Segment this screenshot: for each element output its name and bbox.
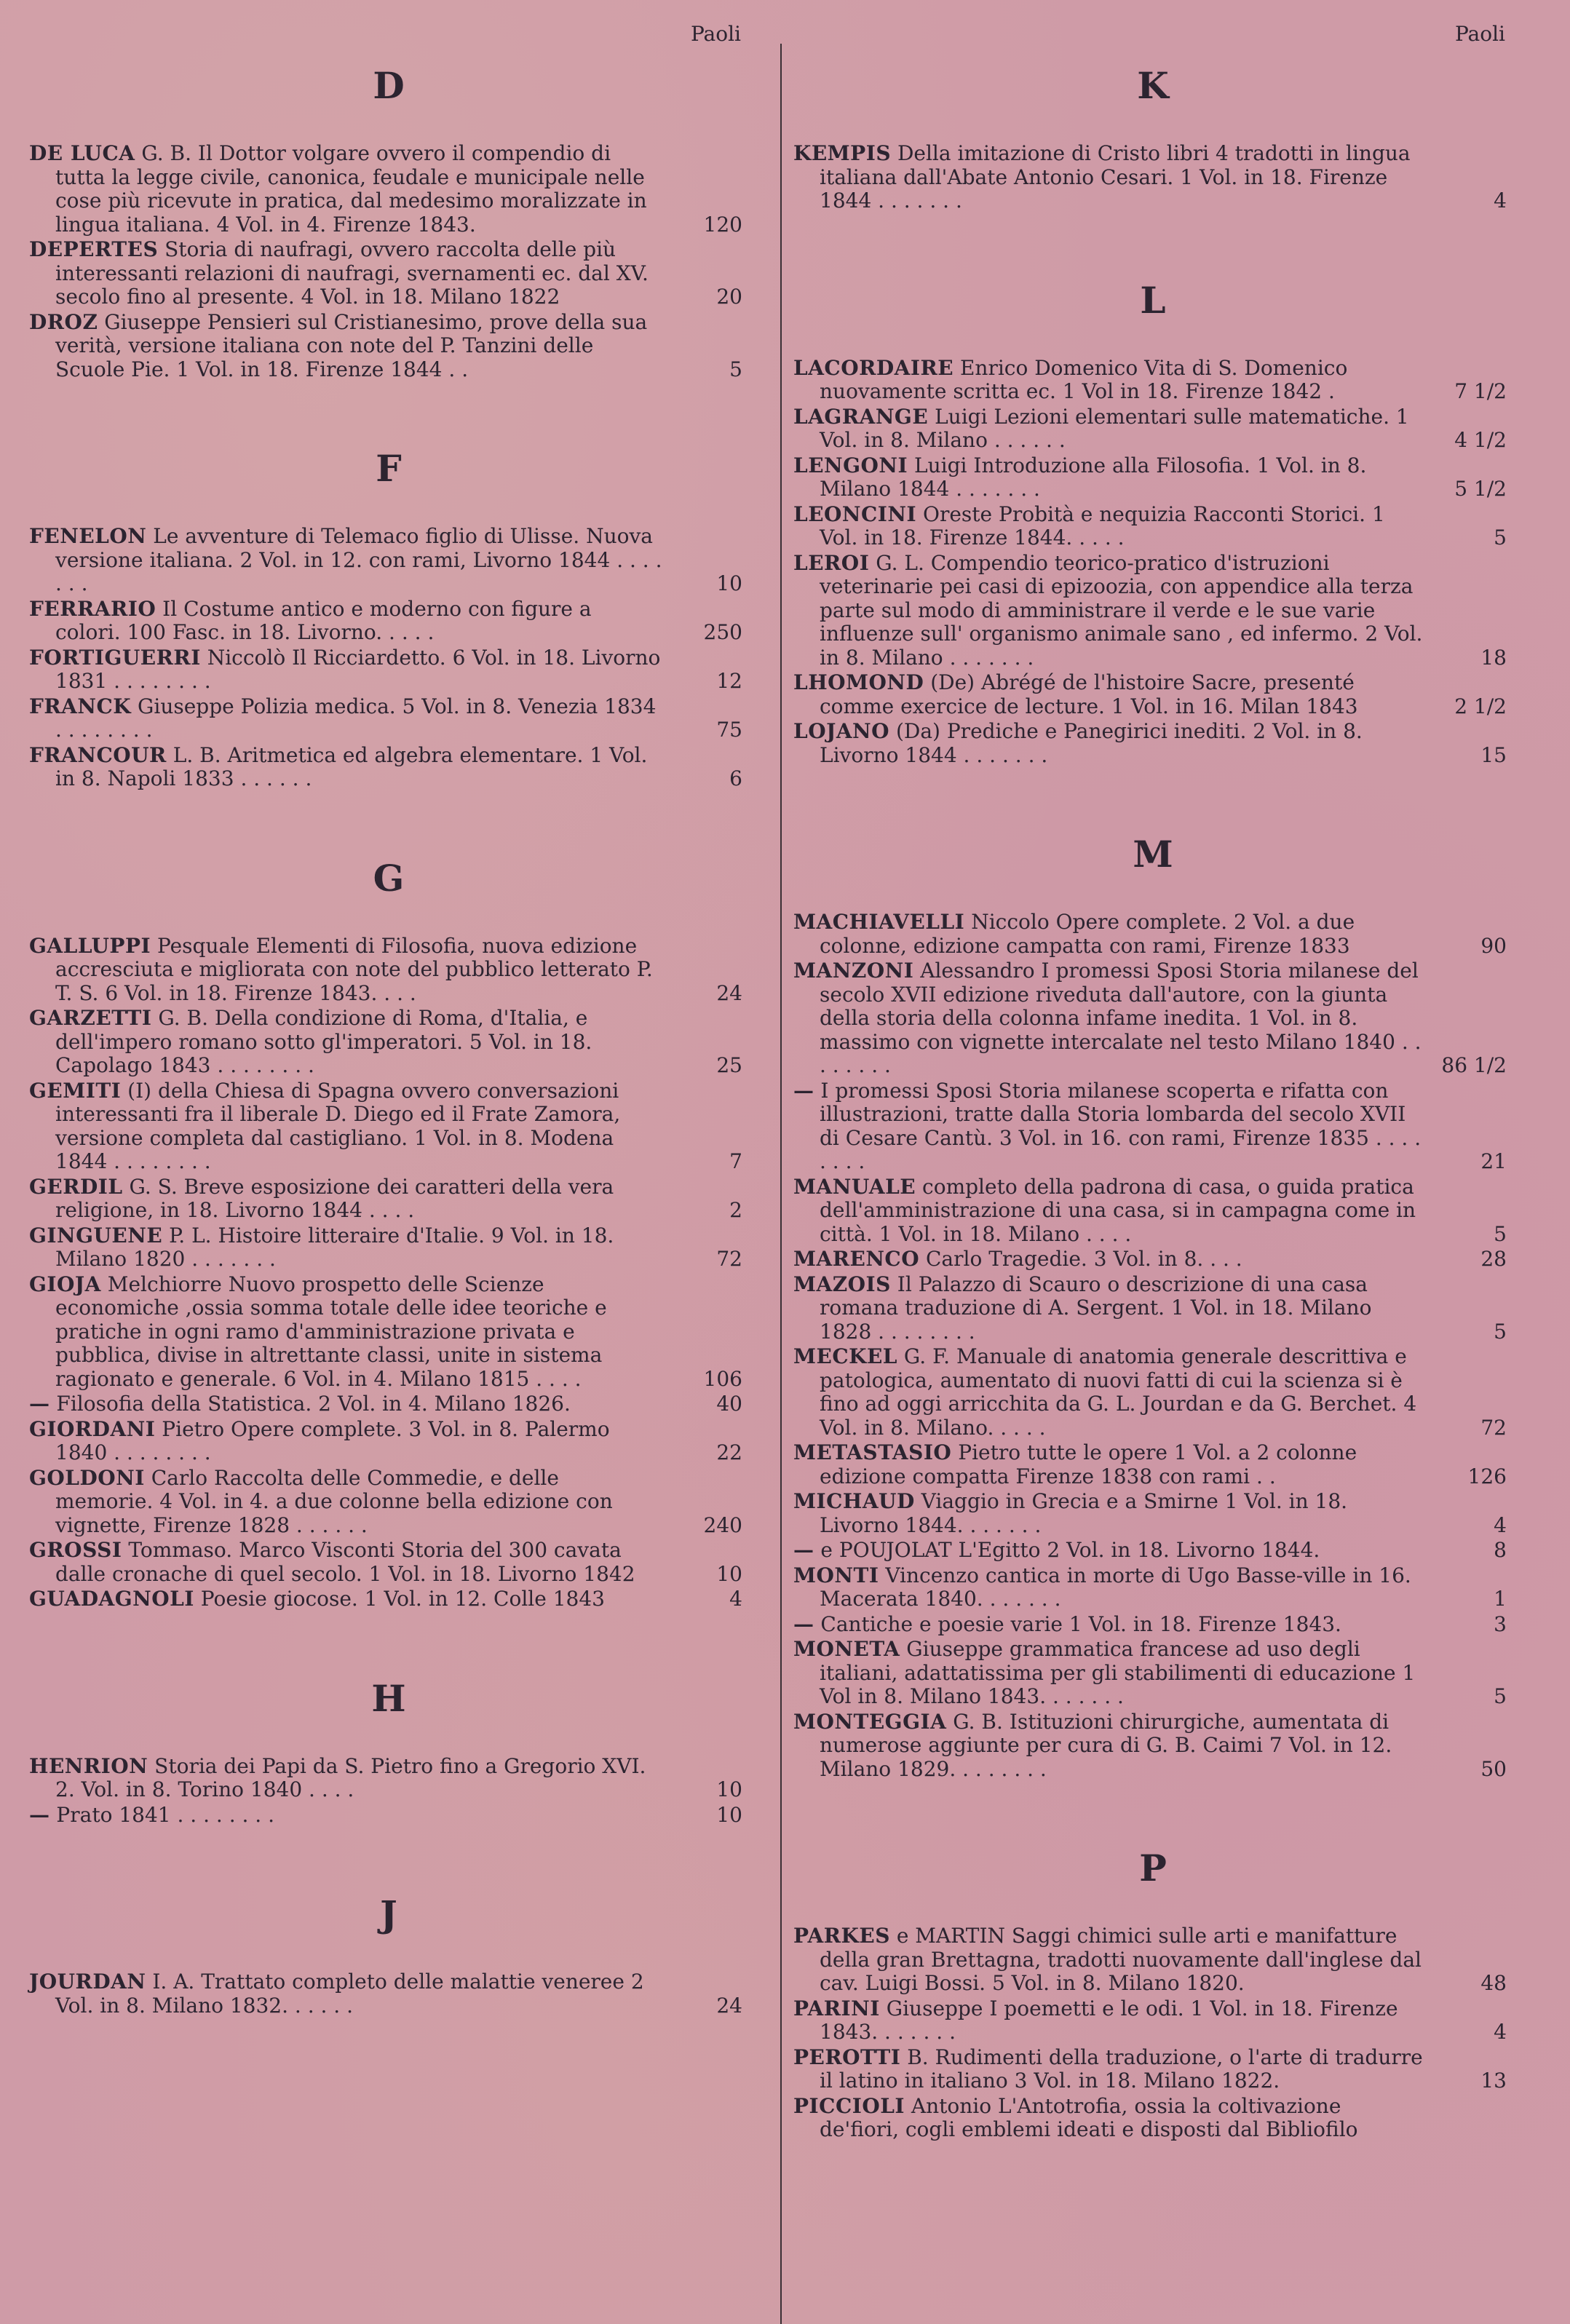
- entry-description: Tommaso. Marco Visconti Storia del 300 cavata dalle cronache di quel secolo. 1 Vol. in 18. Livorno 1842: [55, 1538, 635, 1586]
- entry-description: P. L. Histoire litteraire d'Italie. 9 Vol. in 18. Milano 1820 . . . . . . .: [55, 1223, 614, 1271]
- catalog-entry: [793, 720, 1514, 767]
- entry-price: 86 1/2: [1441, 1053, 1507, 1077]
- entry-price: 48: [1480, 1971, 1507, 1995]
- catalog-entry: [29, 525, 750, 596]
- catalog-entry: [29, 142, 750, 237]
- entry-description: (Da) Prediche e Panegirici inediti. 2 Vol. in 8. Livorno 1844 . . . . . . .: [820, 719, 1363, 767]
- catalog-entry: [793, 1345, 1514, 1440]
- catalog-entry: [793, 357, 1514, 404]
- entry-description: (De) Abrégé de l'histoire Sacre, presenté comme exercice de lecture. 1 Vol. in 16. Milan 1843: [820, 670, 1358, 718]
- entry-author: MECKEL: [793, 1344, 897, 1368]
- entry-description: Giuseppe Pensieri sul Cristianesimo, prove della sua verità, versione italiana con note del P. Tanzini delle Scuole Pie. 1 Vol. in 18. Firenze 1844 . .: [55, 309, 648, 381]
- entry-description: Niccolo Opere complete. 2 Vol. a due colonne, edizione campatta con rami, Firenze 1833: [820, 910, 1355, 958]
- entry-price: 4 1/2: [1454, 428, 1507, 452]
- entry-price: 15: [1480, 742, 1507, 767]
- catalog-entry: [29, 1467, 750, 1538]
- entry-price: 106: [703, 1366, 742, 1391]
- entry-author: MANZONI: [793, 959, 914, 983]
- entry-price: 12: [716, 669, 742, 693]
- catalog-entry: [793, 1175, 1514, 1247]
- entry-description: Giuseppe I poemetti e le odi. 1 Vol. in 18. Firenze 1843. . . . . . .: [820, 1996, 1398, 2044]
- entry-author: DEPERTES: [29, 237, 159, 261]
- entry-description: Viaggio in Grecia e a Smirne 1 Vol. in 18. Livorno 1844. . . . . . .: [820, 1489, 1348, 1537]
- catalog-entry: [29, 1079, 750, 1174]
- entry-author: LACORDAIRE: [793, 355, 954, 380]
- entry-price: 6: [729, 766, 742, 790]
- catalog-entry: [793, 1441, 1514, 1488]
- section-letter: D: [373, 64, 406, 107]
- catalog-entry: [29, 1392, 750, 1416]
- entry-description: Melchiorre Nuovo prospetto delle Scienze economiche ,ossia somma totale delle idee teoriche e pratiche in ogni ramo d'amministrazione privata e pubblica, divise in altrettante classi, unite in sistema ragionato e generale. 6 Vol. in 4. Milano 1815 . . . .: [55, 1272, 607, 1391]
- catalog-entry: [793, 2046, 1514, 2093]
- entry-price: 7: [729, 1149, 742, 1173]
- entry-author: FRANCOUR: [29, 742, 167, 767]
- entry-author: GUADAGNOLI: [29, 1587, 194, 1611]
- entry-description: G. F. Manuale di anatomia generale descrittiva e patologica, aumentato di nuovi fatti di cui la scienza si è fino ad oggi arricchita da G. L. Jourdan e da G. Berchet. 4 Vol. in 8. Milano. . . . .: [820, 1344, 1417, 1440]
- catalog-entry: [29, 598, 750, 645]
- entry-author: MANUALE: [793, 1174, 916, 1199]
- entry-price: 5 1/2: [1454, 477, 1507, 501]
- entry-price: 10: [716, 1802, 742, 1827]
- entry-price: 3: [1494, 1611, 1507, 1636]
- entry-price: 24: [716, 980, 742, 1005]
- section-letter: K: [1137, 64, 1170, 107]
- catalog-entry: [793, 1997, 1514, 2045]
- entry-author: MONETA: [793, 1637, 900, 1661]
- catalog-entry: [793, 1613, 1514, 1637]
- entry-author: MICHAUD: [793, 1489, 915, 1513]
- entry-description: Enrico Domenico Vita di S. Domenico nuovamente scritta ec. 1 Vol in 18. Firenze 1842 .: [820, 355, 1348, 403]
- catalog-entry: [29, 695, 750, 742]
- catalog-entry: [793, 454, 1514, 501]
- entry-price: 5: [1494, 1319, 1507, 1344]
- entry-description: Giuseppe grammatica francese ad uso degli italiani, adattatissima per gli stabilimenti di educazione 1 Vol in 8. Milano 1843. . . . . . .: [820, 1637, 1416, 1708]
- entry-description: Prato 1841 . . . . . . . .: [49, 1802, 274, 1827]
- entry-author: LOJANO: [793, 719, 890, 743]
- entry-price: 13: [1480, 2069, 1507, 2093]
- entry-price: 4: [1494, 2020, 1507, 2044]
- entry-author: HENRION: [29, 1753, 148, 1778]
- section-k: [793, 64, 1514, 213]
- entry-author: DROZ: [29, 309, 98, 334]
- entry-price: 10: [716, 1777, 742, 1801]
- entry-description: Della imitazione di Cristo libri 4 tradotti in lingua italiana dall'Abate Antonio Cesari. 1 Vol. in 18. Firenze 1844 . . . . . . .: [820, 141, 1411, 213]
- entry-author: MONTEGGIA: [793, 1709, 947, 1734]
- catalog-entry: [29, 1175, 750, 1223]
- entry-price: 250: [703, 620, 742, 644]
- catalog-entry: [793, 503, 1514, 550]
- entry-description: Pietro tutte le opere 1 Vol. a 2 colonne edizione compatta Firenze 1838 con rami . .: [820, 1440, 1357, 1488]
- entry-price: 4: [1494, 1512, 1507, 1537]
- entry-author: PARINI: [793, 1996, 880, 2020]
- entry-author: LEROI: [793, 550, 870, 575]
- entry-author: GOLDONI: [29, 1465, 145, 1490]
- entry-author: —: [793, 1078, 814, 1103]
- section-p: [793, 1847, 1514, 2142]
- entry-author: MONTI: [793, 1563, 879, 1587]
- entry-author: JOURDAN: [29, 1970, 146, 1994]
- entry-author: PEROTTI: [793, 2045, 901, 2069]
- entry-description: Il Palazzo di Scauro o descrizione di una casa romana traduzione di A. Sergent. 1 Vol. in 18. Milano 1828 . . . . . . . .: [820, 1272, 1372, 1344]
- section-m: [793, 833, 1514, 1781]
- entry-description: e POUJOLAT L'Egitto 2 Vol. in 18. Livorno 1844.: [814, 1538, 1320, 1562]
- entry-author: MARENCO: [793, 1247, 920, 1271]
- entry-price: 18: [1480, 645, 1507, 670]
- entry-author: FENELON: [29, 524, 147, 548]
- entry-price: 90: [1480, 933, 1507, 958]
- entry-description: Poesie giocose. 1 Vol. in 12. Colle 1843: [194, 1587, 605, 1611]
- catalog-entry: [793, 1539, 1514, 1563]
- section-j: [29, 1892, 750, 2018]
- entry-price: 5: [1494, 526, 1507, 550]
- entry-price: 20: [716, 285, 742, 309]
- entry-description: G. L. Compendio teorico-pratico d'istruzioni veterinarie pei casi di epizoozia, con appendice alla terza parte sul modo di amministrare il verde e le sue varie influenze sull' organismo animale sano , ed infermo. 2 Vol. in 8. Milano . . . . . . .: [820, 550, 1423, 670]
- entry-author: FERRARIO: [29, 596, 156, 621]
- catalog-entry: [793, 1248, 1514, 1272]
- section-letter: L: [1140, 278, 1167, 322]
- entry-description: Carlo Raccolta delle Commedie, e delle memorie. 4 Vol. in 4. a due colonne bella edizione con vignette, Firenze 1828 . . . . . .: [55, 1465, 613, 1537]
- price-unit-label: Paoli: [1454, 22, 1505, 46]
- catalog-entry: [29, 311, 750, 382]
- entry-author: PARKES: [793, 1924, 890, 1948]
- catalog-entry: [793, 959, 1514, 1078]
- entry-author: LHOMOND: [793, 670, 924, 694]
- catalog-entry: [793, 1273, 1514, 1344]
- entry-description: G. B. Della condizione di Roma, d'Italia, e dell'impero romano sotto gl'imperatori. 5 Vol. in 18. Capolago 1843 . . . . . . . .: [55, 1006, 592, 1077]
- catalog-entry: [29, 238, 750, 309]
- entry-author: FORTIGUERRI: [29, 645, 201, 670]
- entry-author: FRANCK: [29, 694, 132, 718]
- entry-description: Filosofia della Statistica. 2 Vol. in 4. Milano 1826.: [49, 1392, 571, 1416]
- entry-price: 4: [1494, 189, 1507, 213]
- entry-description: B. Rudimenti della traduzione, o l'arte di tradurre il latino in italiano 3 Vol. in 18. Milano 1822.: [820, 2045, 1423, 2093]
- entry-price: 8: [1494, 1538, 1507, 1562]
- entry-author: —: [793, 1538, 814, 1562]
- catalog-entry: [793, 1564, 1514, 1611]
- entry-price: 126: [1467, 1464, 1507, 1488]
- catalog-entry: [29, 1418, 750, 1465]
- catalog-entry: [793, 1710, 1514, 1782]
- section-h: [29, 1677, 750, 1828]
- catalog-entry: [29, 1273, 750, 1392]
- entry-description: Storia di naufragi, ovvero raccolta delle più interessanti relazioni di naufragi, svernamenti ec. dal XV. secolo fino al presente. 4 Vol. in 18. Milano 1822: [55, 237, 649, 309]
- section-letter: F: [376, 447, 403, 490]
- entry-description: e MARTIN Saggi chimici sulle arti e manifatture della gran Brettagna, tradotti nuovamente dall'inglese dal cav. Luigi Bossi. 5 Vol. in 8. Milano 1820.: [820, 1924, 1422, 1995]
- entry-description: Pietro Opere complete. 3 Vol. in 8. Palermo 1840 . . . . . . . .: [55, 1416, 610, 1464]
- entry-author: GARZETTI: [29, 1006, 152, 1030]
- entry-description: L. B. Aritmetica ed algebra elementare. 1 Vol. in 8. Napoli 1833 . . . . . .: [55, 742, 648, 790]
- entry-author: —: [29, 1802, 50, 1827]
- entry-description: I. A. Trattato completo delle malattie veneree 2 Vol. in 8. Milano 1832. . . . . .: [55, 1970, 644, 2018]
- entry-price: 5: [1494, 1684, 1507, 1708]
- entry-author: LENGONI: [793, 453, 908, 477]
- entry-description: Il Costume antico e moderno con figure a colori. 100 Fasc. in 18. Livorno. . . . .: [55, 596, 592, 644]
- entry-price: 75: [716, 718, 742, 742]
- entry-description: Vincenzo cantica in morte di Ugo Basse-ville in 16. Macerata 1840. . . . . . .: [820, 1563, 1411, 1611]
- catalog-entry: [29, 1804, 750, 1828]
- section-letter: G: [373, 856, 406, 900]
- entry-price: 2: [729, 1198, 742, 1222]
- section-letter: M: [1133, 833, 1175, 876]
- entry-author: LEONCINI: [793, 501, 917, 526]
- catalog-entry: [793, 671, 1514, 718]
- entry-price: 21: [1480, 1149, 1507, 1173]
- section-letter: P: [1139, 1847, 1168, 1889]
- section-letter: J: [380, 1892, 399, 1935]
- section-d: [29, 64, 750, 381]
- price-unit-label: Paoli: [690, 22, 741, 46]
- entry-author: GEMITI: [29, 1078, 122, 1103]
- catalog-entry: [29, 1755, 750, 1802]
- right-column: [793, 22, 1514, 2208]
- entry-description: Niccolò Il Ricciardetto. 6 Vol. in 18. Livorno 1831 . . . . . . . .: [55, 645, 661, 693]
- entry-description: Luigi Lezioni elementari sulle matematiche. 1 Vol. in 8. Milano . . . . . .: [820, 404, 1409, 452]
- entry-price: 50: [1480, 1756, 1507, 1781]
- entry-price: 4: [729, 1587, 742, 1611]
- catalog-entry: [29, 744, 750, 791]
- entry-author: GROSSI: [29, 1538, 122, 1562]
- entry-price: 240: [703, 1512, 742, 1537]
- entry-price: 24: [716, 1993, 742, 2018]
- entry-price: 72: [1480, 1415, 1507, 1440]
- section-l: [793, 279, 1514, 768]
- entry-author: —: [29, 1392, 50, 1416]
- entry-description: Luigi Introduzione alla Filosofia. 1 Vol. in 8. Milano 1844 . . . . . . .: [820, 453, 1367, 501]
- entry-price: 10: [716, 571, 742, 595]
- entry-description: Storia dei Papi da S. Pietro fino a Gregorio XVI. 2. Vol. in 8. Torino 1840 . . . .: [55, 1753, 646, 1801]
- column-divider: [780, 44, 782, 2324]
- entry-price: 2 1/2: [1454, 694, 1507, 718]
- catalog-entry: [793, 405, 1514, 453]
- entry-price: 28: [1480, 1247, 1507, 1271]
- entry-description: Alessandro I promessi Sposi Storia milanese del secolo XVII edizione riveduta dall'autore, con la giunta della storia della colonna infame inedita. 1 Vol. in 8. massimo con vignette intercalate nel testo Milano 1840 . . . . . . . .: [820, 959, 1422, 1077]
- section-f: [29, 447, 750, 791]
- catalog-entry: [29, 1224, 750, 1272]
- entry-description: (I) della Chiesa di Spagna ovvero conversazioni interessanti fra il liberale D. Diego ed il Frate Zamora, versione completa dal castigliano. 1 Vol. in 8. Modena 1844 . . . . . . . .: [55, 1078, 621, 1173]
- entry-author: GIOJA: [29, 1272, 101, 1296]
- catalog-entry: [793, 1490, 1514, 1537]
- entry-price: 1: [1494, 1587, 1507, 1611]
- entry-price: 120: [703, 212, 742, 237]
- entry-author: LAGRANGE: [793, 404, 929, 429]
- entry-price: 10: [716, 1561, 742, 1586]
- entry-price: 5: [1494, 1221, 1507, 1246]
- entry-author: PICCIOLI: [793, 2093, 905, 2118]
- entry-author: GERDIL: [29, 1174, 123, 1199]
- entry-price: 5: [729, 357, 742, 381]
- catalog-entry: [29, 1970, 750, 2018]
- section-letter: H: [371, 1676, 408, 1720]
- catalog-entry: [793, 1924, 1514, 1996]
- entry-description: I promessi Sposi Storia milanese scoperta e rifatta con illustrazioni, tratte dalla Storia lombarda del secolo XVII di Cesare Cantù. 3 Vol. in 16. con rami, Firenze 1835 . . . . . . . .: [814, 1078, 1422, 1173]
- catalog-entry: [29, 646, 750, 694]
- entry-description: Carlo Tragedie. 3 Vol. in 8. . . .: [919, 1247, 1242, 1271]
- entry-description: Oreste Probità e nequizia Racconti Storici. 1 Vol. in 18. Firenze 1844. . . . .: [820, 501, 1385, 550]
- entry-author: KEMPIS: [793, 141, 892, 165]
- catalog-entry: [29, 1007, 750, 1078]
- catalog-entry: [793, 2095, 1514, 2142]
- catalog-entry: [793, 1079, 1514, 1174]
- entry-price: 7 1/2: [1454, 379, 1507, 403]
- entry-author: DE LUCA: [29, 141, 135, 165]
- catalog-entry: [29, 1587, 750, 1611]
- entry-author: GALLUPPI: [29, 933, 151, 958]
- section-g: [29, 857, 750, 1611]
- entry-description: G. S. Breve esposizione dei caratteri della vera religione, in 18. Livorno 1844 . . . .: [55, 1174, 614, 1222]
- entry-author: MAZOIS: [793, 1272, 891, 1296]
- entry-author: GINGUENE: [29, 1223, 163, 1248]
- catalog-entry: [793, 142, 1514, 213]
- catalog-entry: [793, 552, 1514, 670]
- entry-description: G. B. Istituzioni chirurgiche, aumentata di numerose aggiunte per cura di G. B. Caimi 7 Vol. in 12. Milano 1829. . . . . . . .: [820, 1709, 1392, 1781]
- entry-price: 72: [716, 1247, 742, 1271]
- entry-author: GIORDANI: [29, 1416, 156, 1441]
- entry-description: completo della padrona di casa, o guida pratica dell'amministrazione di una casa, si in campagna come in città. 1 Vol. in 18. Milano . . . .: [820, 1174, 1416, 1246]
- entry-description: G. B. Il Dottor volgare ovvero il compendio di tutta la legge civile, canonica, feudale e municipale nelle cose più ricevute in pratica, dal medesimo moralizzate in lingua italiana. 4 Vol. in 4. Firenze 1843.: [55, 141, 647, 237]
- entry-description: Le avventure di Telemaco figlio di Ulisse. Nuova versione italiana. 2 Vol. in 12. con rami, Livorno 1844 . . . . . . .: [55, 524, 662, 595]
- entry-description: Pesquale Elementi di Filosofia, nuova edizione accresciuta e migliorata con note del pubblico letterato P. T. S. 6 Vol. in 18. Firenze 1843. . . .: [55, 933, 653, 1005]
- entry-author: MACHIAVELLI: [793, 910, 965, 934]
- entry-description: Antonio L'Antotrofia, ossia la coltivazione de'fiori, cogli emblemi ideati e disposti dal Bibliofilo: [820, 2093, 1358, 2141]
- entry-price: 22: [716, 1440, 742, 1464]
- entry-author: —: [793, 1611, 814, 1636]
- entry-description: Cantiche e poesie varie 1 Vol. in 18. Firenze 1843.: [814, 1611, 1341, 1636]
- catalog-entry: [29, 935, 750, 1006]
- entry-price: 25: [716, 1053, 742, 1077]
- entry-description: Giuseppe Polizia medica. 5 Vol. in 8. Venezia 1834 . . . . . . . .: [55, 694, 657, 742]
- catalog-entry: [793, 1638, 1514, 1709]
- entry-price: 40: [716, 1392, 742, 1416]
- left-column: [29, 22, 750, 2083]
- catalog-entry: [793, 911, 1514, 958]
- entry-author: METASTASIO: [793, 1440, 952, 1464]
- catalog-entry: [29, 1539, 750, 1586]
